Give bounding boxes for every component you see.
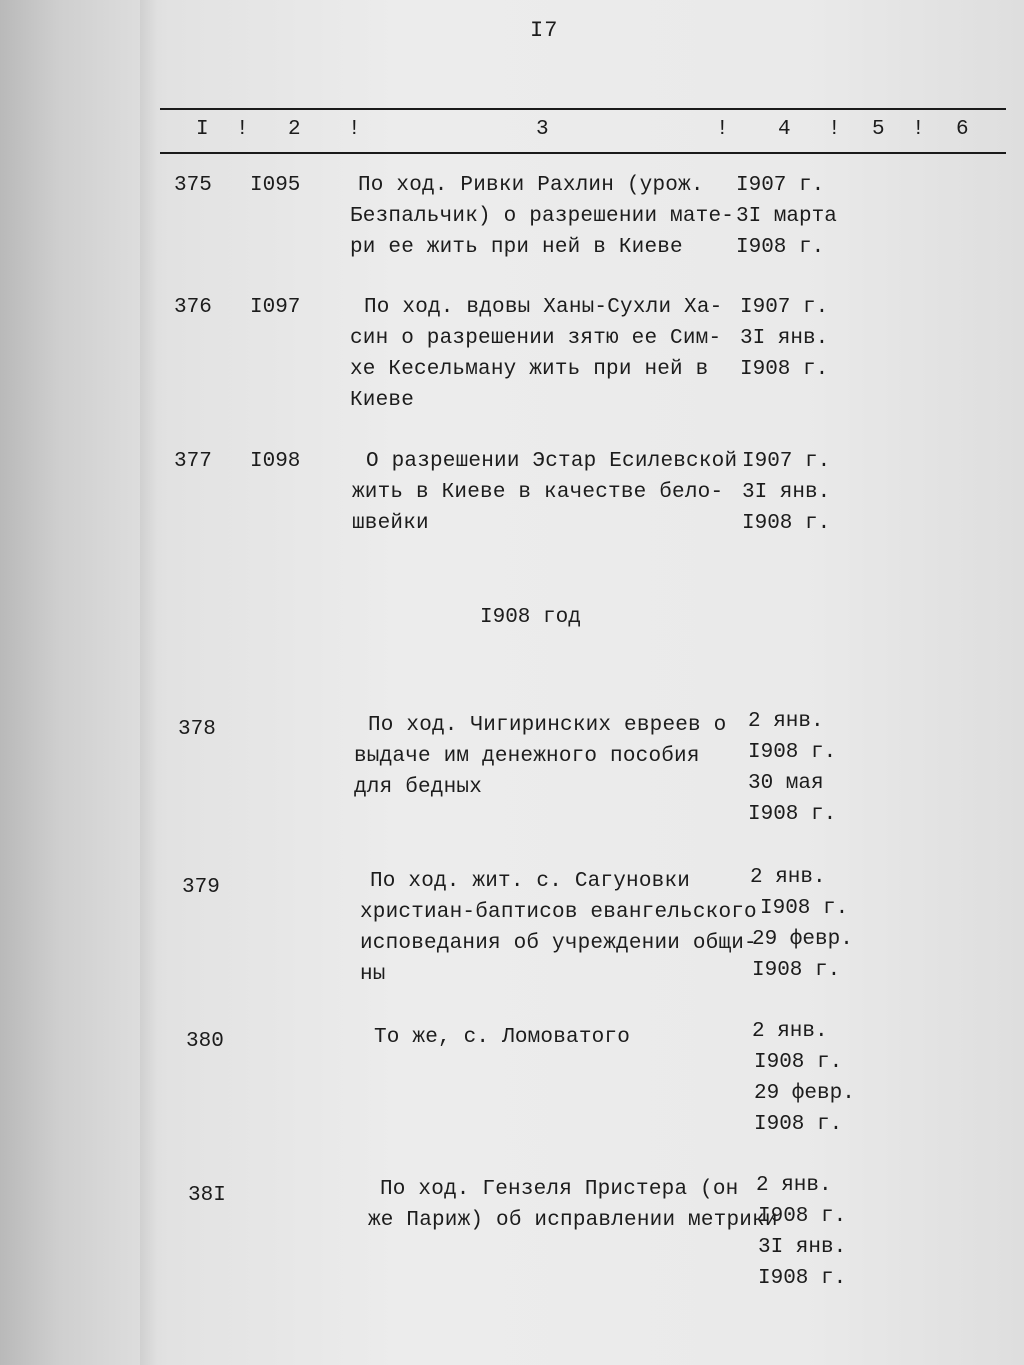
description-line: ны xyxy=(360,963,386,986)
date-line: I908 г. xyxy=(748,741,837,764)
description-line: жить в Киеве в качестве бело- xyxy=(352,481,724,504)
row-number: 378 xyxy=(178,718,216,741)
date-line: 3I марта xyxy=(736,205,837,228)
description-line: исповедания об учреждении общи- xyxy=(360,932,757,955)
date-line: I907 г. xyxy=(742,450,831,473)
header-col-4: 4 xyxy=(778,118,791,141)
description-line: О разрешении Эстар Есилевской xyxy=(366,450,738,473)
description-line: ри ее жить при ней в Киеве xyxy=(350,236,683,259)
year-heading: I908 год xyxy=(480,606,581,629)
table-top-rule xyxy=(160,108,1006,110)
date-line: I908 г. xyxy=(760,897,849,920)
file-number: I098 xyxy=(250,450,301,473)
row-number: 376 xyxy=(174,296,212,319)
header-separator: ! xyxy=(236,118,249,141)
date-line: I907 г. xyxy=(736,174,825,197)
page-number: I7 xyxy=(530,18,559,43)
date-line: 29 февр. xyxy=(754,1082,855,1105)
page-fold-shadow xyxy=(140,0,158,1365)
description-line: По ход. Чигиринских евреев о xyxy=(368,714,727,737)
date-line: 3I янв. xyxy=(742,481,831,504)
row-number: 38I xyxy=(188,1184,226,1207)
header-separator: ! xyxy=(348,118,361,141)
description-line: для бедных xyxy=(354,776,483,799)
header-col-2: 2 xyxy=(288,118,301,141)
description-line: же Париж) об исправлении метрики xyxy=(368,1209,778,1232)
description-line: син о разрешении зятю ее Сим- xyxy=(350,327,722,350)
header-separator: ! xyxy=(912,118,925,141)
description-line: По ход. Гензеля Пристера (он xyxy=(380,1178,739,1201)
description-line: По ход. вдовы Ханы-Сухли Ха- xyxy=(364,296,723,319)
header-col-1: I xyxy=(196,118,209,141)
date-line: 29 февр. xyxy=(752,928,853,951)
description-line: По ход. жит. с. Сагуновки xyxy=(370,870,691,893)
description-line: То же, с. Ломоватого xyxy=(374,1026,631,1049)
header-col-5: 5 xyxy=(872,118,885,141)
header-separator: ! xyxy=(716,118,729,141)
date-line: I908 г. xyxy=(748,803,837,826)
date-line: I908 г. xyxy=(752,959,841,982)
date-line: I908 г. xyxy=(742,512,831,535)
description-line: хе Кесельману жить при ней в xyxy=(350,358,709,381)
date-line: 2 янв. xyxy=(756,1174,832,1197)
description-line: выдаче им денежного пособия xyxy=(354,745,700,768)
description-line: Безпальчик) о разрешении мате- xyxy=(350,205,735,228)
date-line: 2 янв. xyxy=(750,866,826,889)
date-line: 3I янв. xyxy=(740,327,829,350)
header-col-6: 6 xyxy=(956,118,969,141)
row-number: 380 xyxy=(186,1030,224,1053)
row-number: 377 xyxy=(174,450,212,473)
file-number: I095 xyxy=(250,174,301,197)
description-line: швейки xyxy=(352,512,429,535)
description-line: христиан-баптисов евангельского xyxy=(360,901,757,924)
row-number: 375 xyxy=(174,174,212,197)
date-line: 3I янв. xyxy=(758,1236,847,1259)
row-number: 379 xyxy=(182,876,220,899)
date-line: 30 мая xyxy=(748,772,824,795)
header-col-3: 3 xyxy=(536,118,549,141)
date-line: 2 янв. xyxy=(752,1020,828,1043)
date-line: I908 г. xyxy=(740,358,829,381)
file-number: I097 xyxy=(250,296,301,319)
description-line: По ход. Ривки Рахлин (урож. xyxy=(358,174,704,197)
date-line: I908 г. xyxy=(754,1051,843,1074)
date-line: 2 янв. xyxy=(748,710,824,733)
date-line: I908 г. xyxy=(736,236,825,259)
table-header-rule xyxy=(160,152,1006,154)
header-separator: ! xyxy=(828,118,841,141)
description-line: Киеве xyxy=(350,389,415,412)
date-line: I908 г. xyxy=(758,1267,847,1290)
date-line: I908 г. xyxy=(754,1113,843,1136)
date-line: I908 г. xyxy=(758,1205,847,1228)
date-line: I907 г. xyxy=(740,296,829,319)
